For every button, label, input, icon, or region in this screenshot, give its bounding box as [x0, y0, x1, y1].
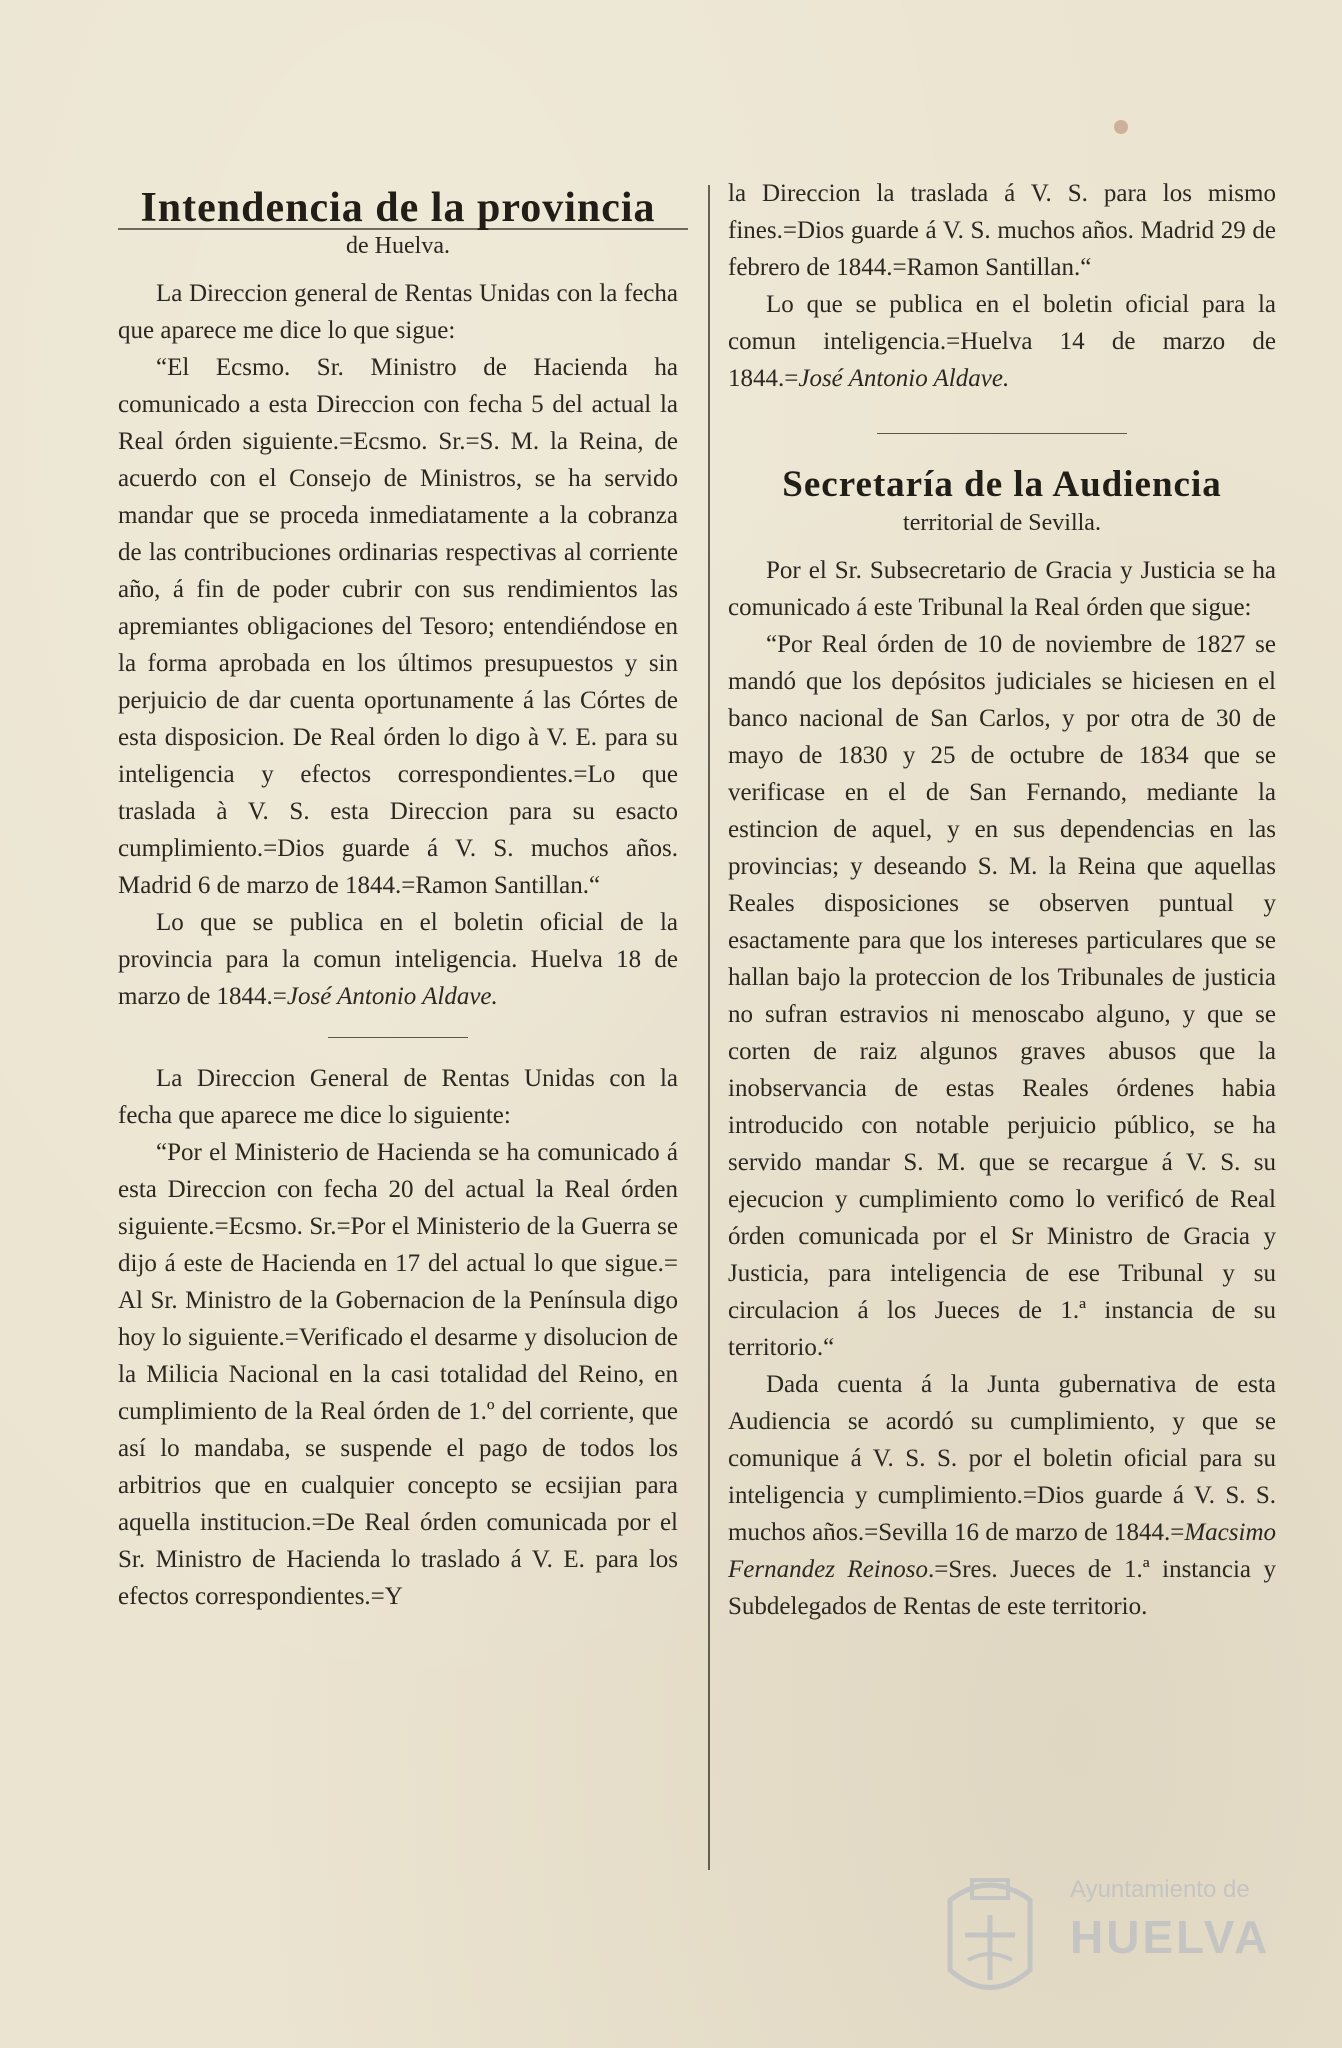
- section-title-audiencia: Secretaría de la Audiencia: [782, 464, 1222, 505]
- section-title-intendencia: Intendencia de la provincia: [140, 185, 656, 231]
- paragraph: La Direccion general de Rentas Unidas con la fecha que aparece me dice lo que sigue:: [118, 280, 678, 344]
- watermark: [930, 1860, 1271, 2020]
- paragraph: la Direccion la traslada á V. S. para los mismo fines.=Dios guarde á V. S. muchos años. Madrid 29 de febrero de 1844.=Ramon Santillan.“: [728, 180, 1276, 281]
- paragraph: Por el Sr. Subsecretario de Gracia y Justicia se ha comunicado á este Tribunal la Real órden que sigue:: [728, 557, 1276, 621]
- paragraph-signed: [728, 286, 1276, 397]
- paragraph-signed: [118, 904, 678, 1015]
- signature: Macsimo Fernandez Reinoso: [728, 1519, 1276, 1583]
- paragraph-text: Lo que se publica en el boletin oficial de la provincia para la comun inteligencia. Huelva 18 de marzo de 1844.=: [118, 909, 678, 1010]
- left-column: [118, 185, 678, 1615]
- paragraph: “Por el Ministerio de Hacienda se ha comunicado á esta Direccion con fecha 20 del actual la Real órden siguiente.=Ecsmo. Sr.=Por el Ministerio de la Guerra se dijo á este de Hacienda en 17 del actual lo que sigue.= Al Sr. Ministro de la Gobernacion de la Península digo hoy lo siguiente.=Verificado el desarme y disolucion de la Milicia Nacional en la casi totalidad del Reino, en cumplimiento de la Real órden de 1.º del corriente, que así lo mandaba, se suspende el pago de todos los arbitrios que en cualquier concepto se ecsijian para aquella institucion.=De Real órden comunicada por el Sr. Ministro de Hacienda lo traslado á V. E. para los efectos correspondientes.=Y: [118, 1139, 678, 1610]
- ink-stain: [1114, 120, 1128, 134]
- city-emblem-icon: [930, 1860, 1050, 2010]
- signature: José Antonio Aldave.: [798, 365, 1010, 392]
- watermark-line1: Ayuntamiento de: [1070, 1876, 1250, 1903]
- paragraph-text: Dada cuenta á la Junta gubernativa de esta Audiencia se acordó su cumplimiento, y que se comunique á V. S. S. por el boletin oficial para su inteligencia y cumplimiento.=Dios guarde á V. S. S. muchos años.=Sevilla 16 de marzo de 1844.=: [728, 1371, 1276, 1546]
- column-divider: [708, 185, 710, 1870]
- right-column: [728, 175, 1276, 1625]
- separator: [328, 1037, 468, 1038]
- watermark-line2: HUELVA: [1070, 1911, 1271, 1963]
- paragraph-signed: [728, 1366, 1276, 1625]
- section-subtitle-huelva: de Huelva.: [346, 233, 450, 259]
- signature: José Antonio Aldave.: [286, 983, 498, 1010]
- paragraph: “El Ecsmo. Sr. Ministro de Hacienda ha comunicado a esta Direccion con fecha 5 del actual la Real órden siguiente.=Ecsmo. Sr.=S. M. la Reina, de acuerdo con el Consejo de Ministros, se ha servido mandar que se proceda inmediatamente a la cobranza de las contribuciones ordinarias respectivas al corriente año, á fin de poder cubrir con sus rendimientos las apremiantes obligaciones del Tesoro; entendiéndose en la forma aprobada en los últimos presupuestos y sin perjuicio de dar cuenta oportunamente á las Córtes de esta disposicion. De Real órden lo digo à V. E. para su inteligencia y efectos correspondientes.=Lo que traslada à V. S. esta Direccion para su esacto cumplimiento.=Dios guarde á V. S. muchos años. Madrid 6 de marzo de 1844.=Ramon Santillan.“: [118, 354, 678, 899]
- paragraph-text: Lo que se publica en el boletin oficial para la comun inteligencia.=Huelva 14 de marzo de 1844.=: [728, 291, 1276, 392]
- paragraph: “Por Real órden de 10 de noviembre de 1827 se mandó que los depósitos judiciales se hiciesen en el banco nacional de San Carlos, y por otra de 30 de mayo de 1830 y 25 de octubre de 1834 que se verificase en el de San Fernando, mediante la estincion de aquel, y en sus dependencias en las provincias; y deseando S. M. la Reina que aquellas Reales disposiciones se observen puntual y esactamente para que los intereses particulares que se hallan bajo la proteccion de los Tribunales de justicia no sufran estravios ni menoscabo alguno, y que se corten de raiz algunos graves abusos que la inobservancia de estas Reales órdenes habia introducido con notable perjuicio público, se ha servido mandar S. M. que se recargue á V. S. su ejecucion y cumplimiento como lo verificó de Real órden comunicada por el Sr Ministro de Gracia y Justicia, para inteligencia de ese Tribunal y su circulacion á los Jueces de 1.ª instancia de su territorio.“: [728, 631, 1276, 1361]
- separator: [877, 433, 1127, 434]
- paragraph-tail: .=Sres. Jueces de 1.ª instancia y Subdelegados de Rentas de este territorio.: [728, 1556, 1276, 1620]
- paragraph: La Direccion General de Rentas Unidas con la fecha que aparece me dice lo siguiente:: [118, 1065, 678, 1129]
- section-subtitle-sevilla: territorial de Sevilla.: [903, 510, 1101, 536]
